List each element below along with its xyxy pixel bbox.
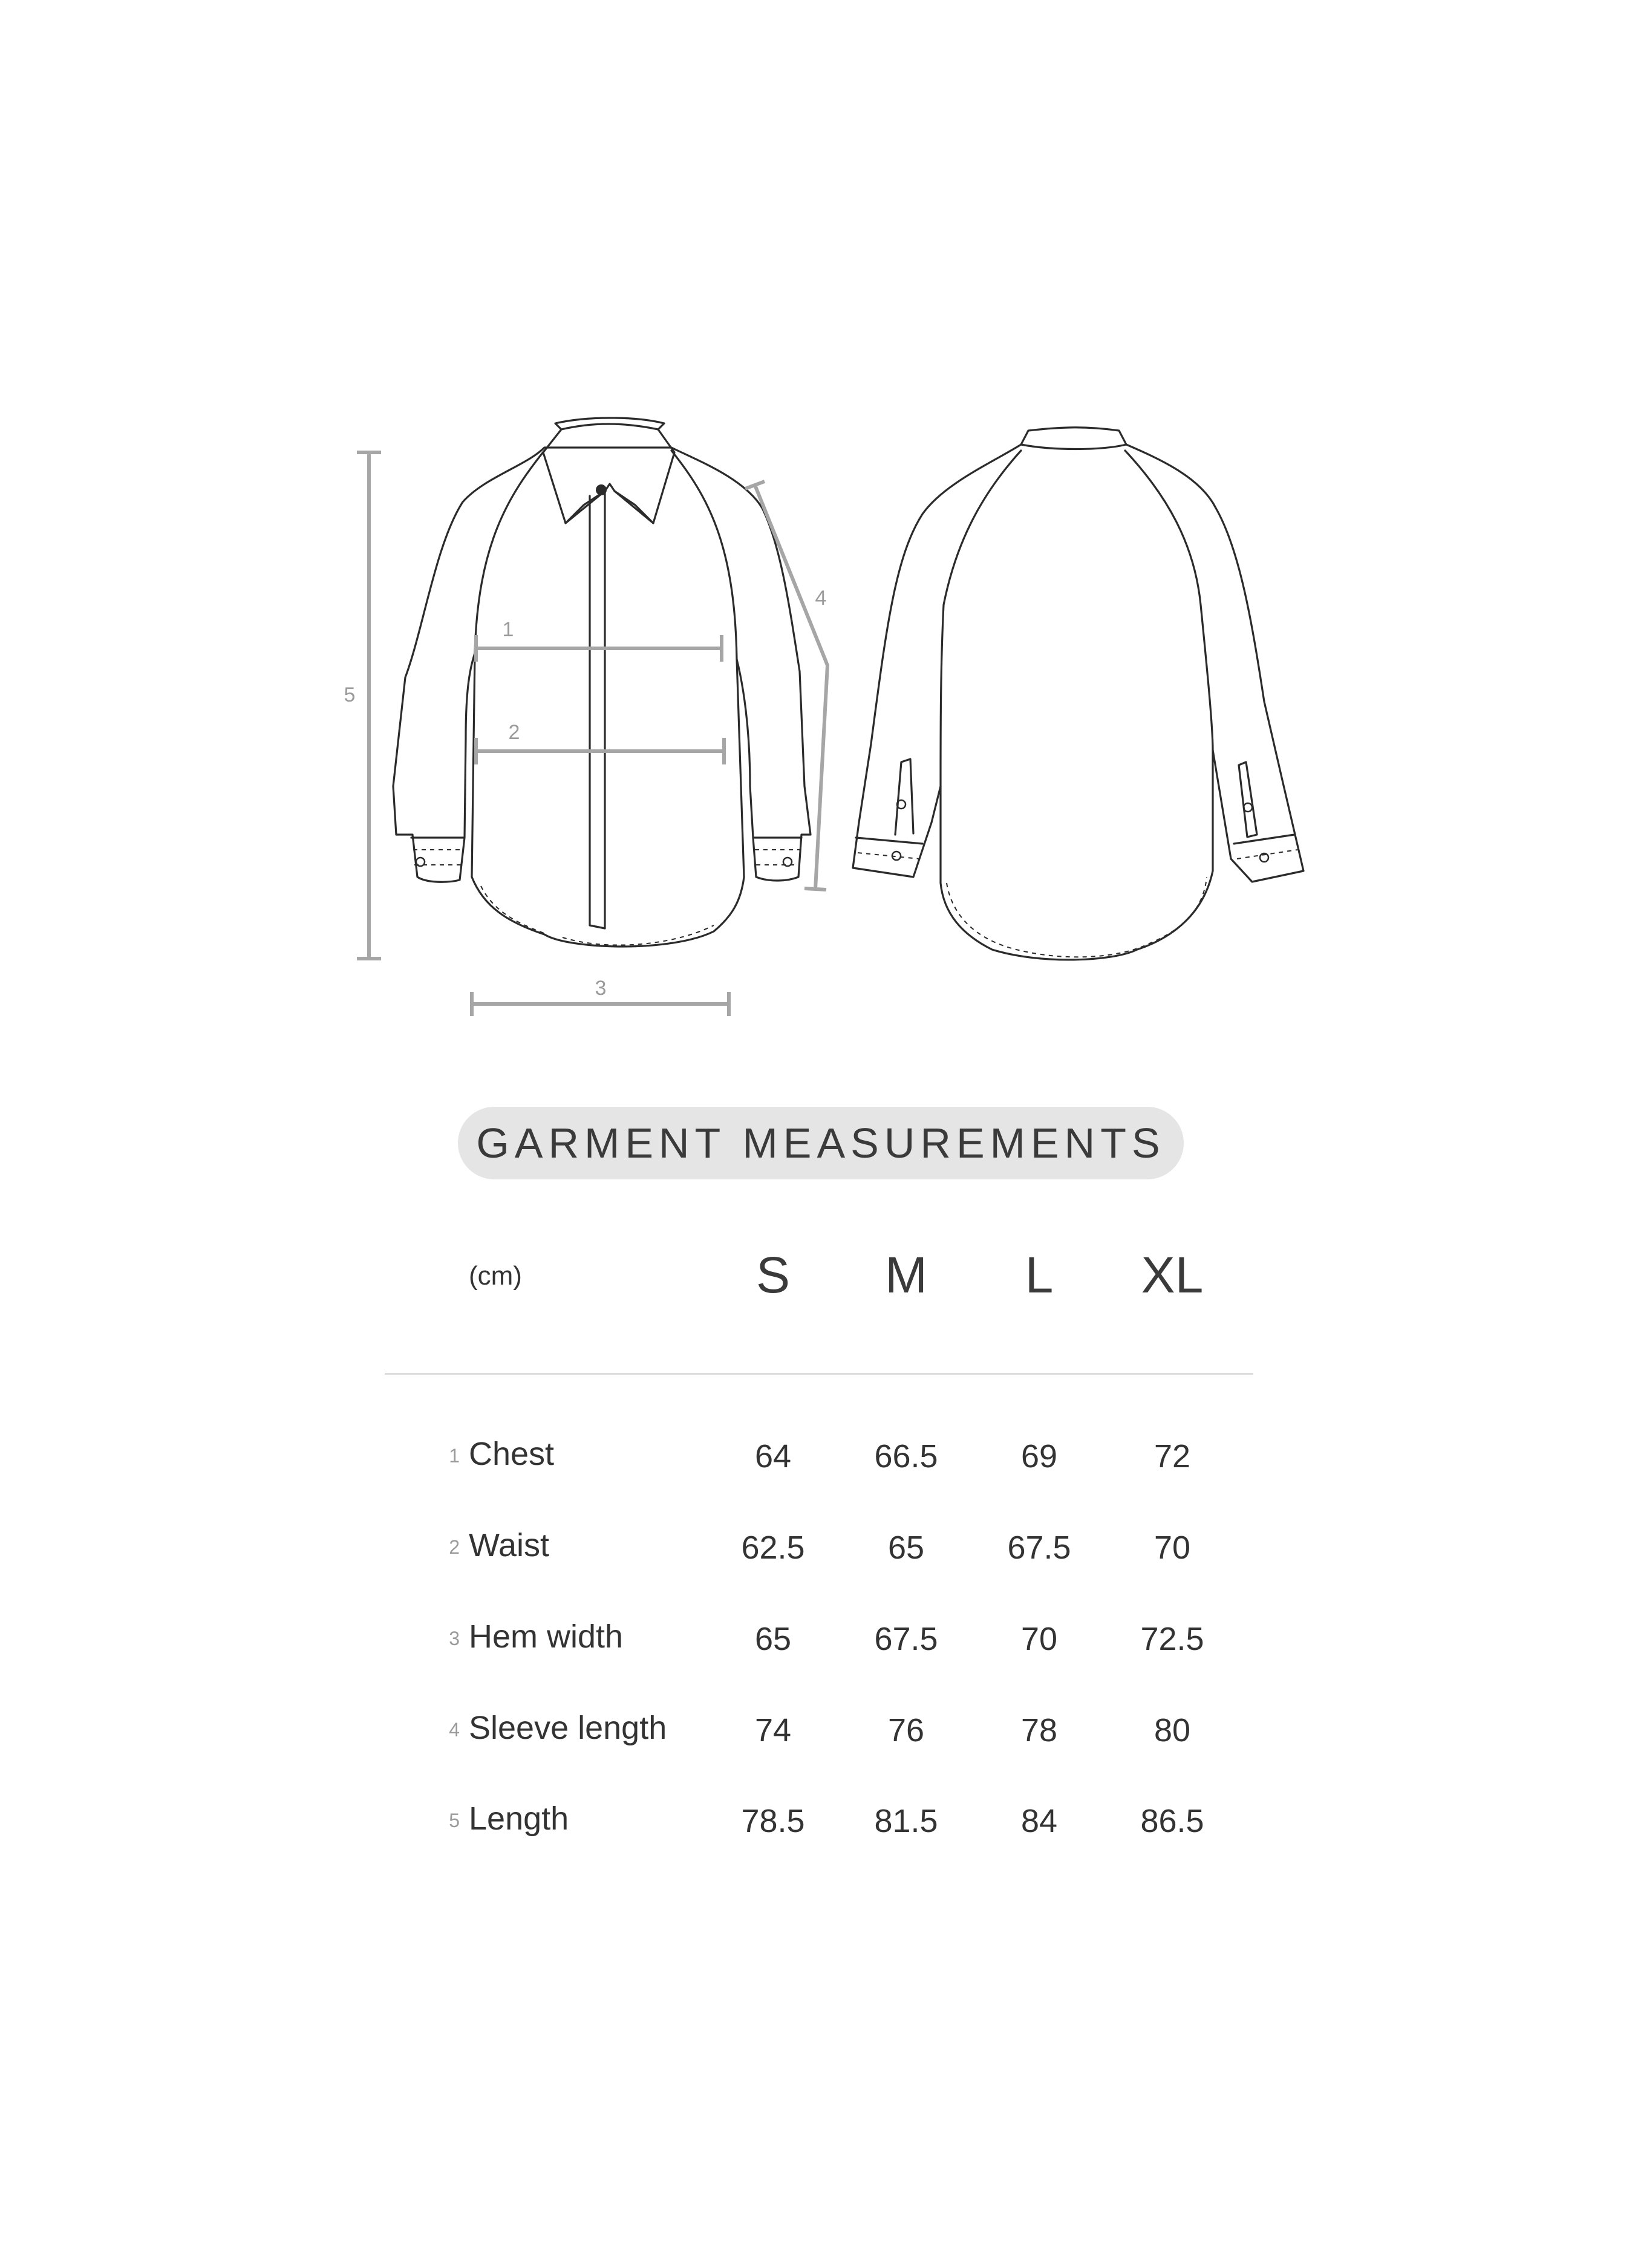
row-label: Length [469, 1800, 569, 1837]
cell-value: 72 [1153, 1438, 1191, 1475]
cell-value: 66.5 [874, 1438, 938, 1475]
measure-label-hem: 3 [595, 977, 607, 1000]
cell-value: 65 [754, 1621, 792, 1657]
measure-label-sleeve: 4 [815, 587, 827, 610]
cell-value: 78 [1020, 1712, 1058, 1748]
row-label: Chest [469, 1436, 555, 1472]
size-header-xl: XL [1141, 1246, 1204, 1303]
measure-label-chest: 1 [502, 618, 514, 641]
cell-value: 76 [887, 1712, 925, 1748]
row-label: Hem width [469, 1618, 624, 1655]
cell-value: 62.5 [741, 1530, 805, 1566]
cell-value: 65 [887, 1530, 925, 1566]
cell-value: 78.5 [741, 1803, 805, 1839]
row-number: 5 [449, 1810, 460, 1831]
row-number: 4 [449, 1719, 460, 1741]
section-title: GARMENT MEASUREMENTS [476, 1119, 1166, 1167]
size-header-s: S [755, 1246, 791, 1303]
row-label: Sleeve length [469, 1710, 667, 1746]
cell-value: 70 [1153, 1530, 1191, 1566]
table-row [0, 1430, 1638, 1491]
cell-value: 67.5 [874, 1621, 938, 1657]
cell-value: 67.5 [1007, 1530, 1071, 1566]
table-row [0, 1704, 1638, 1765]
measure-label-length: 5 [344, 683, 356, 706]
table-row [0, 1522, 1638, 1582]
cell-value: 64 [754, 1438, 792, 1475]
row-label: Waist [469, 1527, 549, 1563]
header-divider [385, 1373, 1253, 1375]
size-header-m: M [885, 1246, 927, 1303]
unit-label: (cm) [469, 1261, 522, 1291]
cell-value: 72.5 [1140, 1621, 1204, 1657]
cell-value: 84 [1020, 1803, 1058, 1839]
size-header-l: L [1025, 1246, 1054, 1303]
table-row [0, 1795, 1638, 1856]
table-row [0, 1613, 1638, 1673]
cell-value: 86.5 [1140, 1803, 1204, 1839]
cell-value: 81.5 [874, 1803, 938, 1839]
cell-value: 70 [1020, 1621, 1058, 1657]
cell-value: 74 [754, 1712, 792, 1748]
cell-value: 69 [1020, 1438, 1058, 1475]
row-number: 2 [449, 1536, 460, 1558]
measure-label-waist: 2 [508, 721, 520, 744]
row-number: 1 [449, 1445, 460, 1467]
cell-value: 80 [1153, 1712, 1191, 1748]
row-number: 3 [449, 1628, 460, 1649]
